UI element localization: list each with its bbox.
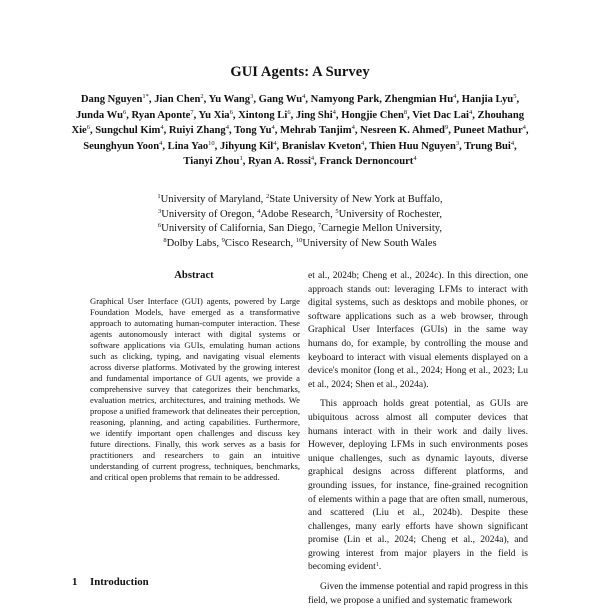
introduction-column [308,270,528,606]
body-paragraph: et al., 2024b; Cheng et al., 2024c). In this direction, one approach stands out: leveraging LFMs to interact with digital systems, such as desktops and mobile phones, or software applications such as a web browser, through Graphical User Interfaces (GUIs) in the same way humans do, for example, by controlling the mouse and keyboard to interact with visual elements displayed on a device's monitor (Iong et al., 2024; Hong et al., 2023; Lu et al., 2024; Shen et al., 2024a). [308,271,528,390]
affiliation-name: Cisco Research, [224,237,296,249]
author-affiliation-mark: 4 [351,124,355,132]
author-name: Branislav Kveton [281,140,361,152]
author-name: Jing Shi [295,109,333,121]
affiliation-line [70,193,530,208]
affiliation-list [70,193,530,251]
author-name: Jihyung Kil [219,140,274,152]
author-name: Nesreen K. Ahmed [360,125,445,137]
author-affiliation-mark: 1* [142,93,149,100]
affiliation-name: Carnegie Mellon University, [321,223,443,235]
affiliation-name: Dolby Labs, [166,237,222,249]
paper-title: GUI Agents: A Survey [230,64,370,80]
author-name: Zhengmian Hu [384,94,454,105]
affiliation-number: 10 [295,236,303,244]
body-paragraph: Given the immense potential and rapid progress in this field, we propose a unified and systematic framework [308,582,528,606]
abstract-heading: Abstract [174,270,214,281]
section-number: 1 [72,576,78,588]
author-affiliation-mark: 6 [122,108,127,116]
author-affiliation-mark: 4 [360,139,365,147]
author-name: Namyong Park, [310,94,382,105]
author-name: Ruiyi Zhang [168,125,226,137]
author-list: Dang Nguyen$^{1*}$, Jian Chen$^2$, Yu Wang$^3$, Gang Wu$^4$, Namyong Park, Zhengmian Hu$^4$, Hanjia Lyu$^5$, Junda Wu$^6$, Ryan Aponte$^7$, Yu Xia$^6$, Xintong Li$^6$, Jing Shi$^4$, Hongjie Chen$^8$, Viet Dac Lai$^4$, Zhouhang Xie$^6$, Sungchul Kim$^4$, Ruiyi Zhang$^4$, Tong Yu$^4$, Mehrab Tanjim$^4$, Nesreen K. Ahmed$^9$, Puneet Mathur$^4$, Seunghyun Yoon$^4$, Lina Yao$^{10}$, Jihyung Kil$^4$, Branislav Kveton$^4$, Thien Huu Nguyen$^3$, Trung Bui$^4$, Tianyi Zhou$^1$, Ryan A. Rossi$^4$, Franck Dernoncourt$^4$ [71,93,529,168]
author-name: Ryan Aponte [131,109,191,121]
affiliation-name: University of Maryland, [160,194,266,205]
affiliation-line [70,222,530,237]
author-name: Sungchul Kim [95,125,161,137]
affiliation-number: 5 [335,207,339,215]
author-affiliation-mark: 3 [455,139,460,147]
author-name: Ryan A. Rossi [248,156,311,168]
author-name: Seunghyun Yoon [83,140,160,152]
author-name: Hanjia Lyu [461,94,514,105]
affiliation-name: University of California, San Diego, [161,223,318,235]
author-affiliation-mark: 7 [190,108,194,116]
author-affiliation-mark: 6 [287,108,291,116]
author-name: Dang Nguyen [80,94,143,105]
affiliation-name: University of New South Wales [302,237,437,249]
author-affiliation-mark: 4 [310,155,315,163]
author-affiliation-mark: 9 [444,124,449,132]
author-affiliation-mark: 6 [229,108,233,116]
affiliation-number: 4 [257,207,261,215]
author-affiliation-mark: 3 [250,93,254,100]
author-name: Yu Xia [198,109,230,121]
affiliation-line [70,208,530,223]
author-affiliation-mark: 4 [302,93,306,100]
author-affiliation-mark: 4 [159,139,163,147]
author-name: Franck Dernoncourt [319,156,414,168]
author-affiliation-mark: 4 [271,124,275,132]
author-name: Thien Huu Nguyen [369,140,456,152]
author-name: Tong Yu [234,125,272,137]
footnote-mark: 1 [375,562,379,569]
author-name: Junda Wu [75,109,123,121]
author-affiliation-mark: 2 [200,93,204,100]
abstract-body: Graphical User Interface (GUI) agents, powered by Large Foundation Models, have emerged as a transformative approach to automating human-computer interaction. These agents autonomously interact with digital systems or software applications via GUIs, emulating human actions such as clicking, typing, and navigating visual elements across diverse platforms. Motivated by the growing interest and fundamental importance of GUI agents, we provide a comprehensive survey that categorizes their benchmarks, evaluation metrics, architectures, and training methods. We propose a unified framework that delineates their perception, reasoning, planning, and acting capabilities. Furthermore, we identify important open challenges and discuss key future directions. Finally, this work serves as a basis for practitioners and researchers to gain an intuitive understanding of current progress, techniques, benchmarks, and critical open problems that remain to be addressed. [90,296,300,482]
affiliation-name: Adobe Research, [260,208,336,220]
author-affiliation-mark: 4 [273,139,277,147]
author-name: Puneet Mathur [453,125,523,137]
author-name: Lina Yao [167,140,209,152]
author-affiliation-mark: 5 [513,93,517,100]
affiliation-number: 8 [163,236,167,244]
affiliation-number: 9 [221,236,225,244]
affiliation-line [70,237,530,252]
author-affiliation-mark: 4 [160,124,164,132]
affiliation-name: State University of New York at Buffalo, [269,194,443,205]
affiliation-number: 7 [318,222,322,230]
author-affiliation-mark: 4 [332,108,336,116]
author-name: Jian Chen [154,94,201,105]
affiliation-name: University of Rochester, [338,208,443,220]
author-name: Trung Bui [464,140,511,152]
author-affiliation-mark: 4 [225,124,229,132]
author-name: Hongjie Chen [341,109,404,121]
author-affiliation-mark: 4 [468,108,473,116]
author-name: Xintong Li [238,109,288,121]
body-paragraph: This approach holds great potential, as GUIs are ubiquitous across almost all computer devices that humans interact with in their work and daily lives. However, deploying LFMs in such environments poses unique challenges, such as dynamic layouts, diverse graphical designs across different platforms, and grounding issues, for instance, fine-grained recognition of elements within a page that are often small, numerous, and scattered (Liu et al., 2024b). Despite these challenges, many early efforts have shown significant promise (Lin et al., 2024; Cheng et al., 2024a), and growing interest from major players in the field is becoming evident$^1$. [308,399,528,573]
author-affiliation-mark: 4 [413,155,417,163]
author-affiliation-mark: 4 [453,93,457,100]
author-affiliation-mark: 4 [510,139,515,147]
author-name: Yu Wang [208,94,251,105]
author-name: Tianyi Zhou [183,156,240,168]
affiliation-name: University of Oregon, [161,208,258,220]
author-affiliation-mark: 8 [403,108,408,116]
author-affiliation-mark: 4 [522,124,526,132]
author-affiliation-mark: 10 [208,139,215,147]
author-name: Zhouhang Xie [71,109,525,137]
author-affiliation-mark: 6 [86,124,90,132]
affiliation-number: 3 [157,207,162,215]
author-name: Viet Dac Lai [412,109,469,121]
affiliation-number: 2 [265,193,270,200]
affiliation-number: 1 [157,193,161,200]
author-name: Gang Wu [258,94,303,105]
section-title: Introduction [90,576,149,588]
section-heading [72,576,292,588]
affiliation-number: 6 [157,222,162,230]
author-affiliation-mark: 1 [239,155,243,163]
author-name: Mehrab Tanjim [280,125,352,137]
